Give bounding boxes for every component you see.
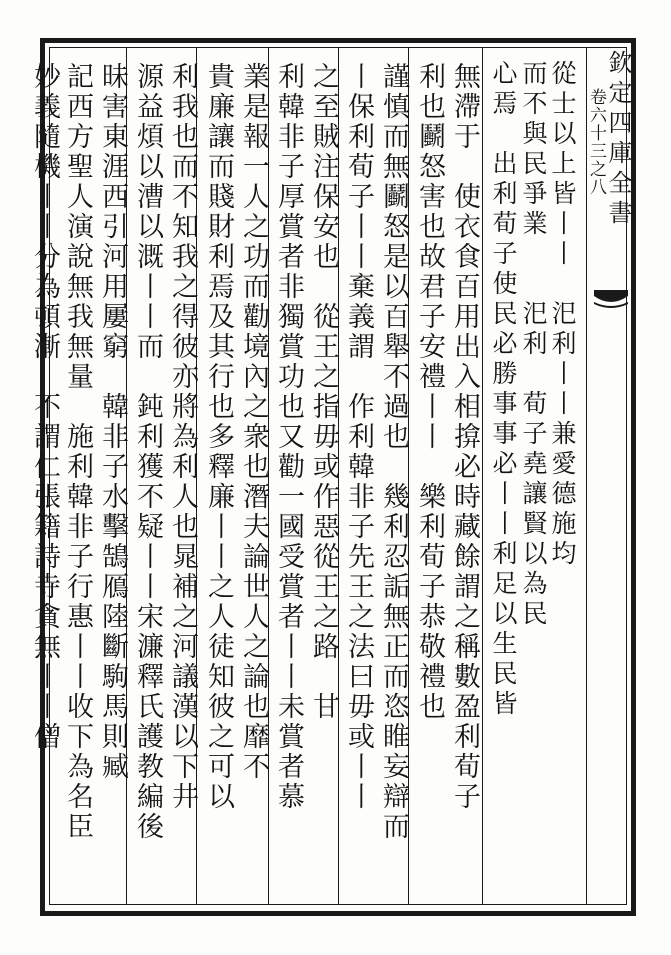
gutter <box>586 50 632 902</box>
text-column-6: 謹慎而無鬬怒是以百舉不過也 幾利忍詬無正而恣睢妄辯而 <box>378 62 409 842</box>
text-column-2: 而不與民爭業 汜利 荀子堯讓賢以為民 <box>519 60 548 630</box>
text-column-14: 昧害東涯西引河用屢窮 韓非子水擊鵠鴈陸斷駒馬則臧 <box>97 62 128 782</box>
text-column-9: 利韓非子厚賞者非獨賞功也又勸一國受賞者丨丨未賞者慕 <box>273 62 304 812</box>
book-title: 欽定四庫全書 <box>604 50 632 230</box>
text-column-12: 利我也而不知我之得彼亦將為利人也晁補之河議漢以下井 <box>167 62 198 812</box>
text-column-16: 妙義隨機丨丨分為頓漸 不謂仁張籍詩寺貪無丨丨僧 <box>29 62 60 752</box>
text-column-1: 從士以上皆丨丨 汜利丨丨兼愛德施均 <box>548 60 577 570</box>
text-column-15: 記西方聖人演說無我無量 施利韓非子行惠丨丨收下為名臣 <box>62 62 93 842</box>
text-column-7: 丨保利荀子丨丨棄義謂 作利韓非子先王之法曰毋或丨丨 <box>343 62 374 812</box>
text-column-8: 之至賊注保安也 從王之指毋或作惡從王之路 甘 <box>308 62 339 722</box>
text-column-10: 業是報一人之功而勸境內之衆也潛夫論世人之論也靡不 <box>238 62 269 782</box>
fish-tail-mark-icon <box>594 290 628 310</box>
text-column-11: 貴廉讓而賤財利焉及其行也多釋廉丨丨之人徒知彼之可以 <box>203 62 234 812</box>
text-column-4: 無滯于 使衣食百用出入相揜必時藏餘謂之稱數盈利荀子 <box>449 62 480 812</box>
text-column-5: 利也鬬怒害也故君子安禮丨丨 樂利荀子恭敬禮也 <box>414 62 445 722</box>
text-column-3: 心焉 出利荀子使民必勝事事必丨丨利足以生民皆 <box>489 60 518 720</box>
text-column-13: 源益煩以漕以溉丨丨而 鈍利獲不疑丨丨宋濂釋氏護教編後 <box>132 62 163 842</box>
column-rule <box>482 47 483 905</box>
volume-number: 卷六十三之八 <box>586 88 606 196</box>
